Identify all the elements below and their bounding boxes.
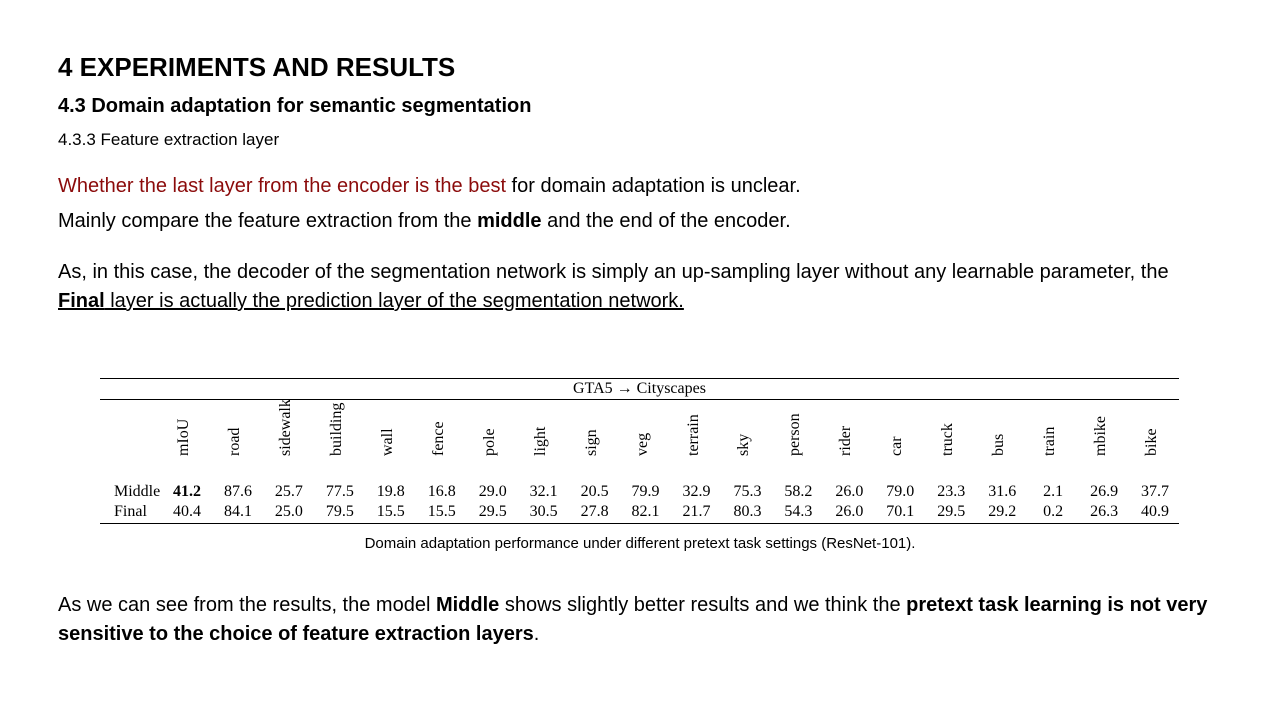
table-cell: 20.5 <box>580 483 609 500</box>
table-cell: 82.1 <box>631 503 660 520</box>
column-header-bus: bus <box>990 433 1008 456</box>
subsection-heading: 4.3.3 Feature extraction layer <box>58 130 280 149</box>
table-cell: 77.5 <box>325 483 354 500</box>
paragraph-3-pre: As, in this case, the decoder of the segmentation network is simply an up-sampling layer without any learnable parameter, the <box>58 261 1169 283</box>
table-bottom-rule <box>100 523 1179 524</box>
page-title: 4 EXPERIMENTS AND RESULTS <box>58 52 456 82</box>
table-cell: 40.9 <box>1141 503 1170 520</box>
paragraph-2-bold: middle <box>477 210 542 232</box>
column-header-sky: sky <box>735 433 753 456</box>
table-cell: 37.7 <box>1141 483 1170 500</box>
paragraph-3-post: layer is actually the prediction layer of the segmentation network. <box>104 290 684 312</box>
table-cell: 87.6 <box>223 483 252 500</box>
table-cell: 32.9 <box>682 483 711 500</box>
table-cell: 29.5 <box>478 503 507 520</box>
table-cell: 79.5 <box>325 503 354 520</box>
column-header-pole: pole <box>480 428 498 456</box>
table-cell: 75.3 <box>733 483 762 500</box>
table-cell: 30.5 <box>529 503 558 520</box>
paragraph-3 <box>58 258 1178 316</box>
table-cell: 16.8 <box>427 483 456 500</box>
column-header-light: light <box>531 426 549 456</box>
column-header-car: car <box>888 436 906 456</box>
table-title: GTA5 → Cityscapes <box>573 380 706 397</box>
table-cell: 26.0 <box>835 483 864 500</box>
column-header-sign: sign <box>582 429 600 456</box>
paragraph-2 <box>58 210 791 233</box>
column-header-bike: bike <box>1143 428 1161 456</box>
column-header-mbike: mbike <box>1092 416 1110 456</box>
column-header-fence: fence <box>429 421 447 456</box>
paragraph-4 <box>58 591 1218 649</box>
table-cell: 29.5 <box>937 503 966 520</box>
table-cell: 29.2 <box>988 503 1017 520</box>
column-header-building: building <box>327 402 345 456</box>
table-cell: 31.6 <box>988 483 1017 500</box>
table-cell: 25.7 <box>274 483 303 500</box>
column-header-truck: truck <box>939 423 957 456</box>
paragraph-2-pre: Mainly compare the feature extraction from the <box>58 210 478 232</box>
table-caption: Domain adaptation performance under different pretext task settings (ResNet-101). <box>364 535 916 552</box>
table-cell: 2.1 <box>1043 483 1064 500</box>
table-cell: 79.0 <box>886 483 915 500</box>
paragraph-4-bold-1: Middle <box>435 594 500 616</box>
table-cell: 79.9 <box>631 483 660 500</box>
table-cell: 27.8 <box>580 503 609 520</box>
table-cell: 54.3 <box>784 503 813 520</box>
table-cell: 70.1 <box>886 503 915 520</box>
table-cell: 29.0 <box>478 483 507 500</box>
paragraph-2-post: and the end of the encoder. <box>541 210 791 232</box>
table-cell: 15.5 <box>376 503 405 520</box>
table-cell: 23.3 <box>937 483 966 500</box>
table-cell: 25.0 <box>274 503 303 520</box>
column-header-wall: wall <box>378 428 396 456</box>
table-cell: 80.3 <box>733 503 762 520</box>
table-cell: 21.7 <box>682 503 711 520</box>
paragraph-1-rest: for domain adaptation is unclear. <box>506 175 801 197</box>
table-cell: 32.1 <box>529 483 558 500</box>
table-cell: 41.2 <box>173 483 201 500</box>
highlight-text: Whether the last layer from the encoder is the best <box>58 175 506 197</box>
row-label-middle: Middle <box>114 483 161 500</box>
column-header-veg: veg <box>633 432 651 456</box>
column-header-sidewalk: sidewalk <box>276 399 294 456</box>
table-cell: 58.2 <box>784 483 813 500</box>
table-cell: 15.5 <box>427 503 456 520</box>
table-cell: 19.8 <box>376 483 405 500</box>
column-header-road: road <box>225 427 243 456</box>
table-cell: 26.9 <box>1090 483 1119 500</box>
paragraph-4-pre: As we can see from the results, the model <box>58 594 436 616</box>
results-table <box>100 378 1179 524</box>
column-header-terrain: terrain <box>684 414 702 456</box>
table-cell: 40.4 <box>173 503 201 520</box>
table-cell: 26.0 <box>835 503 864 520</box>
column-header-train: train <box>1041 426 1059 456</box>
table-cell: 26.3 <box>1090 503 1119 520</box>
paragraph-1 <box>58 175 801 198</box>
column-header-rider: rider <box>837 425 855 456</box>
paragraph-4-bold-2: pretext task learning is not very sensitive to the choice of feature extraction layers <box>58 594 1208 645</box>
paragraph-3-bold: Final <box>58 290 105 312</box>
table-cell: 84.1 <box>223 503 252 520</box>
paragraph-4-post: . <box>533 623 540 645</box>
column-header-person: person <box>786 413 804 456</box>
paragraph-3-underlined <box>58 290 684 312</box>
table-mid-rule <box>100 399 1179 400</box>
column-header-miou: mIoU <box>175 418 192 456</box>
section-heading: 4.3 Domain adaptation for semantic segmentation <box>58 95 532 117</box>
row-label-final: Final <box>114 503 147 520</box>
paragraph-4-mid: shows slightly better results and we think the <box>499 594 907 616</box>
table-cell: 0.2 <box>1043 503 1064 520</box>
